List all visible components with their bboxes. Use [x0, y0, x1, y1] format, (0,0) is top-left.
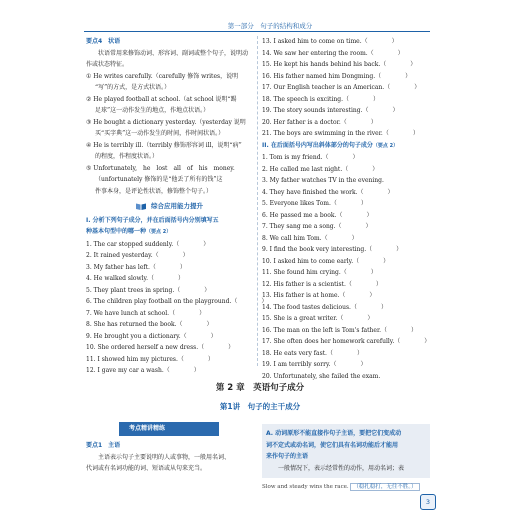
exercise-item: 20. Her father is a doctor.（ ） [262, 118, 377, 126]
exercise-item: 6. He passed me a book.（ ） [262, 211, 373, 219]
exercise-item: 3. My father has left.（ ） [86, 263, 186, 271]
proverb [262, 482, 430, 494]
exercise-item: 2. He called me last night.（ ） [262, 165, 379, 173]
example-3: ③ He bought a dictionary yesterday.（yesterday 说明 [86, 118, 246, 126]
exercise-item: 17. Our English teacher is an American.（ ） [262, 84, 421, 91]
exercise-item: 1. The car stopped suddenly.（ ） [86, 240, 210, 248]
exercise-item: 7. We have lunch at school.（ ） [86, 309, 206, 317]
book-icon [135, 202, 147, 211]
note-line-2: 词不定式或动名词，使它们具有名词功能后才能用 [266, 441, 399, 449]
section-2-title: II. 在后面括号内写出斜体部分的句子成分（要点 2） [262, 141, 399, 149]
exercise-item: 11. I showed him my pictures.（ ） [86, 355, 214, 363]
right-column [262, 36, 430, 382]
example-1: ① He writes carefully.（carefully 修饰 writes，说明 [86, 72, 239, 80]
example-4: ④ He is terribly ill.（terribly 修饰形容词 ill，说明“病” [86, 141, 242, 149]
exercise-item: 3. My father watches TV in the evening. [262, 177, 384, 184]
topic-box-wrap [86, 422, 252, 436]
exercise-item: 20. Unfortunately, she failed the exam. [262, 372, 381, 380]
exercise-item: 7. They sang me a song.（ ） [262, 223, 372, 230]
exercise-item: 1. Tom is my friend.（ ） [262, 154, 359, 161]
bottom-right-column [262, 424, 430, 494]
topic-box [119, 422, 219, 436]
exercise-item: 8. She has returned the book.（ ） [86, 321, 213, 328]
lesson-title: 第1讲 句子的主干成分 [219, 402, 301, 411]
topic-box-label: 考点精讲精练 [129, 425, 166, 433]
running-header: 第一部分 句子的结构和成分 [227, 22, 313, 30]
exercise-item: 12. His father is a scientist.（ ） [262, 280, 382, 288]
exercise-item: 9. He brought you a dictionary.（ ） [86, 332, 217, 340]
example-5-note-1: （unfortunately 修饰的是“他丢了所有的钱”这 [95, 176, 223, 183]
exercise-item: 10. I asked him to come early.（ ） [262, 257, 390, 265]
section-1-tag: （要点 2） [146, 229, 172, 235]
key-point-1-text-2: 代词或有名词功能的词、短语或从句来充当。 [86, 465, 207, 472]
exercise-item: 15. He kept his hands behind his back.（ ） [262, 61, 417, 68]
exercise-item: 19. I am terribly sorry.（ ） [262, 361, 367, 368]
section-1-title-line-1: I. 分析下列句子成分，并在后面括号内分别填写五 [86, 216, 219, 224]
section-1-title-line-2: 种基本句型中的哪一种（要点 2） [86, 228, 172, 235]
exercise-item: 10. She ordered herself a new dress.（ ） [86, 344, 235, 351]
exercise-item: 4. They have finished the work.（ ） [262, 188, 394, 196]
example-1-note: “写”的方式，是方式状语。） [95, 84, 171, 91]
exercise-item: 5. Everyone likes Tom.（ ） [262, 200, 367, 207]
proverb-english: Slow and steady wins the race. [262, 484, 349, 490]
exercise-item: 2. It rained yesterday.（ ） [86, 252, 189, 259]
section-banner [86, 201, 252, 213]
exercise-item: 13. His father is at home.（ ） [262, 292, 376, 299]
exercise-item: 16. The man on the left is Tom's father.（ ） [262, 326, 418, 334]
exercise-item: 19. The story sounds interesting.（ ） [262, 107, 399, 114]
exercise-item: 14. The food tastes delicious.（ ） [262, 303, 387, 311]
note-box [262, 424, 430, 478]
example-2-note: 足球”这一动作发生的地点，作地点状语。） [95, 107, 210, 114]
exercise-item: 8. We call him Tom.（ ） [262, 234, 358, 242]
example-2: ② He played football at school.（at school 说明“踢 [86, 95, 237, 103]
section-2-tag: （要点 2） [372, 142, 399, 149]
exercise-item: 6. The children play football on the playground.（ ） [86, 298, 268, 305]
exercise-item: 17. She often does her homework carefully.（ ） [262, 338, 431, 345]
exercise-item: 21. The boys are swimming in the river.（ ） [262, 130, 419, 137]
note-text: 一般情况下，表示经常性的动作，用动名词；表 [278, 464, 405, 472]
chapter-title: 第 2 章 英语句子成分 [215, 383, 305, 393]
key-point-1-title: 要点1 主语 [86, 442, 121, 449]
exercise-item: 12. I gave my car a wash.（ ） [86, 367, 200, 374]
exercise-item: 16. His father named him Dongming.（ ） [262, 72, 412, 80]
page-number: 3 [420, 494, 436, 510]
key-point-4-description: 状语常用来修饰动词、形容词、副词或整个句子，说明动作或状态特征。 [86, 49, 249, 68]
exercise-item: 14. We saw her entering the room.（ ） [262, 49, 404, 57]
exercise-item: 5. They plant trees in spring.（ ） [86, 286, 211, 294]
example-5-note-2: 件事本身，是评论性状语，修饰整个句子。） [95, 187, 213, 195]
exercise-item: 18. He eats very fast.（ ） [262, 349, 363, 357]
exercise-item: 13. I asked him to come on time.（ ） [262, 38, 398, 45]
key-point-4-title: 要点4 状语 [86, 38, 121, 45]
note-line-3: 来作句子的主语 [266, 453, 309, 460]
exercise-item: 9. I find the book very interesting.（ ） [262, 246, 403, 253]
left-column [86, 36, 268, 377]
proverb-chinese: （稳扎稳打，无往不胜。） [350, 483, 419, 491]
exercise-item: 18. The speech is exciting.（ ） [262, 95, 379, 103]
header-rule [84, 31, 430, 32]
bottom-left-column [86, 422, 252, 475]
banner-title: 综合应用能力提升 [151, 202, 203, 210]
exercise-item: 4. He walked slowly.（ ） [86, 275, 185, 282]
exercise-item: 11. She found him crying.（ ） [262, 269, 377, 276]
example-3-note: 买“买字典”这一动作发生的时间，作时间状语。） [95, 130, 225, 137]
key-point-1-text-1: 主语表示句子主要说明的人或事物，一般用名词、 [98, 453, 231, 461]
exercise-item: 15. She is a great writer.（ ） [262, 315, 374, 322]
example-4-note: 的程度，作程度状语。） [95, 153, 159, 160]
note-line-1: A. 动词原形不能直接作句子主语，要把它们变成动 [266, 430, 402, 437]
example-5: ⑤ Unfortunately, he lost all of his money. [86, 164, 235, 172]
column-divider [257, 36, 258, 366]
